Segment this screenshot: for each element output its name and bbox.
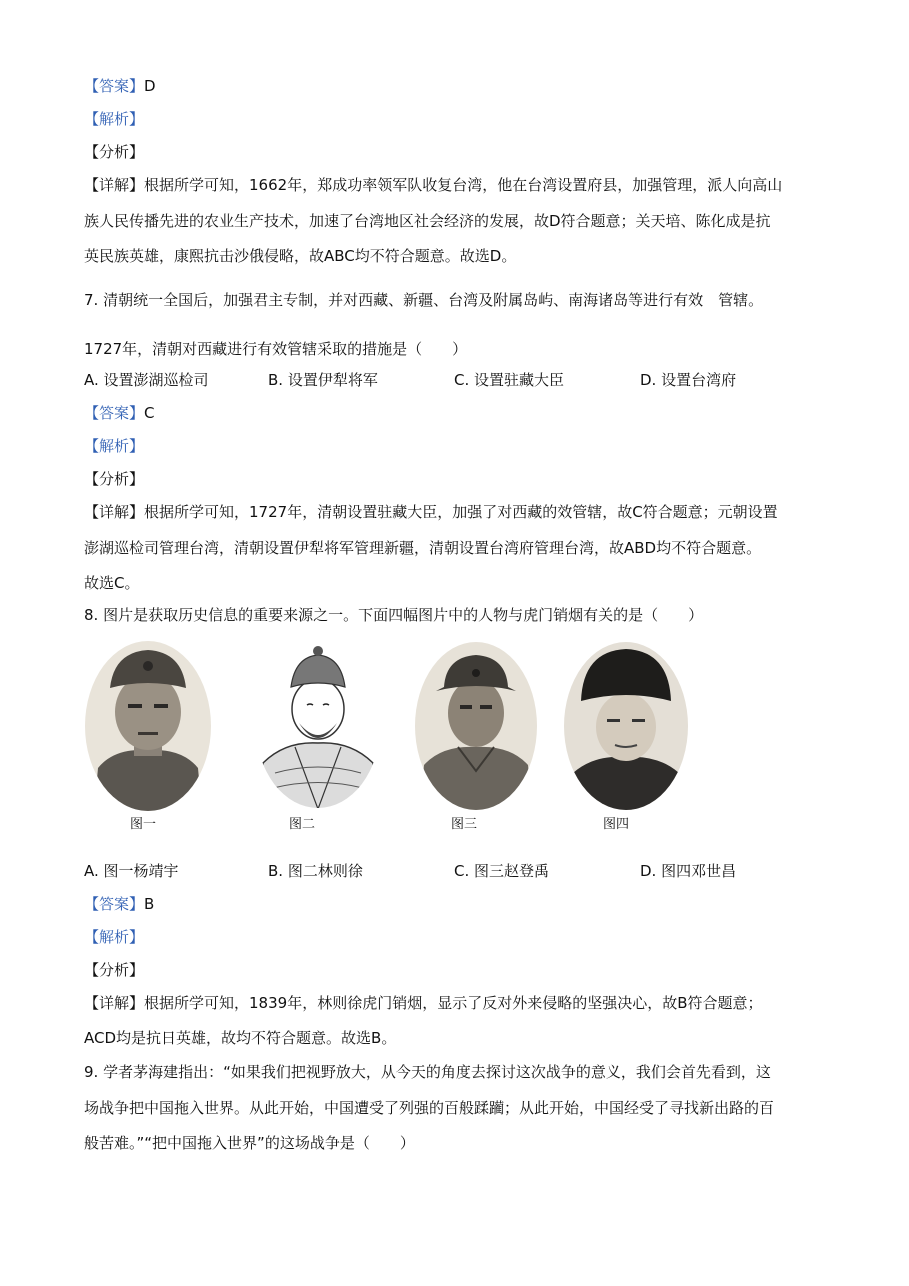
caption-figure-3: 图三 <box>451 817 478 832</box>
q6-detail-line-3: 英民族英雄，康熙抗击沙俄侵略，故ABC均不符合题意。故选D。 <box>84 247 517 265</box>
answer-value: C <box>144 404 155 422</box>
q7-fenxi-tag: 【分析】 <box>84 470 145 488</box>
detail-tag: 【详解】 <box>84 994 145 1012</box>
q8-answer <box>84 894 154 914</box>
q6-detail-line-2: 族人民传播先进的农业生产技术，加速了台湾地区社会经济的发展，故D符合题意；关天培、陈化成是抗 <box>84 212 771 230</box>
q9-stem-line-1: 9. 学者茅海建指出：“如果我们把视野放大，从今天的角度去探讨这次战争的意义，我们会首先看到，这 <box>84 1063 771 1081</box>
portrait-figure-2 <box>255 643 381 809</box>
q7-option-d[interactable]: D. 设置台湾府 <box>640 371 737 389</box>
q7-stem-line-2: 1727年，清朝对西藏进行有效管辖采取的措施是（ ） <box>84 340 468 358</box>
caption-figure-1: 图一 <box>130 817 157 832</box>
q8-option-a[interactable]: A. 图一杨靖宇 <box>84 862 179 880</box>
q7-detail-line-3: 故选C。 <box>84 574 140 592</box>
answer-tag: 【答案】 <box>84 895 145 913</box>
q7-detail-line-1: 【详解】根据所学可知，1727年，清朝设置驻藏大臣，加强了对西藏的效管辖，故C符合题意；元朝设置 <box>84 503 778 521</box>
q7-analysis-tag: 【解析】 <box>84 437 145 455</box>
q8-detail-line-2: ACD均是抗日英雄，故均不符合题意。故选B。 <box>84 1029 397 1047</box>
q7-option-a[interactable]: A. 设置澎湖巡检司 <box>84 371 209 389</box>
portrait-figure-3 <box>414 641 538 811</box>
q7-detail-line-2: 澎湖巡检司管理台湾，清朝设置伊犁将军管理新疆，清朝设置台湾府管理台湾，故ABD均不符合题意。 <box>84 539 762 557</box>
q7-option-b[interactable]: B. 设置伊犁将军 <box>268 371 378 389</box>
q8-option-b[interactable]: B. 图二林则徐 <box>268 862 363 880</box>
q8-stem: 8. 图片是获取历史信息的重要来源之一。下面四幅图片中的人物与虎门销烟有关的是（ ） <box>84 606 704 624</box>
q7-answer <box>84 403 155 423</box>
q8-analysis-tag: 【解析】 <box>84 928 145 946</box>
q7-stem-line-1: 7. 清朝统一全国后，加强君主专制，并对西藏、新疆、台湾及附属岛屿、南海诸岛等进行有效 管辖。 <box>84 291 764 309</box>
q6-answer <box>84 76 156 96</box>
q7-option-c[interactable]: C. 设置驻藏大臣 <box>454 371 565 389</box>
answer-tag: 【答案】 <box>84 77 145 95</box>
q8-option-c[interactable]: C. 图三赵登禹 <box>454 862 550 880</box>
answer-value: D <box>144 77 156 95</box>
portrait-figure-1 <box>84 640 212 812</box>
caption-figure-2: 图二 <box>289 817 316 832</box>
detail-tag: 【详解】 <box>84 503 145 521</box>
answer-value: B <box>144 895 155 913</box>
q8-options <box>84 861 824 881</box>
caption-figure-4: 图四 <box>603 817 630 832</box>
detail-tag: 【详解】 <box>84 176 145 194</box>
answer-tag: 【答案】 <box>84 404 145 422</box>
q8-detail-line-1: 【详解】根据所学可知，1839年，林则徐虎门销烟，显示了反对外来侵略的坚强决心，故B符合题意； <box>84 994 763 1012</box>
q6-analysis-tag: 【解析】 <box>84 110 145 128</box>
q8-fenxi-tag: 【分析】 <box>84 961 145 979</box>
q6-detail-line-1: 【详解】根据所学可知，1662年，郑成功率领军队收复台湾，他在台湾设置府县，加强管理，派人向高山 <box>84 176 783 194</box>
q6-fenxi-tag: 【分析】 <box>84 143 145 161</box>
q7-options <box>84 370 824 390</box>
q9-stem-line-3: 般苦难。”“把中国拖入世界”的这场战争是（ ） <box>84 1134 415 1152</box>
q8-option-d[interactable]: D. 图四邓世昌 <box>640 862 737 880</box>
portrait-figure-4 <box>563 641 689 811</box>
q9-stem-line-2: 场战争把中国拖入世界。从此开始，中国遭受了列强的百般蹂躏；从此开始，中国经受了寻找新出路的百 <box>84 1099 775 1117</box>
